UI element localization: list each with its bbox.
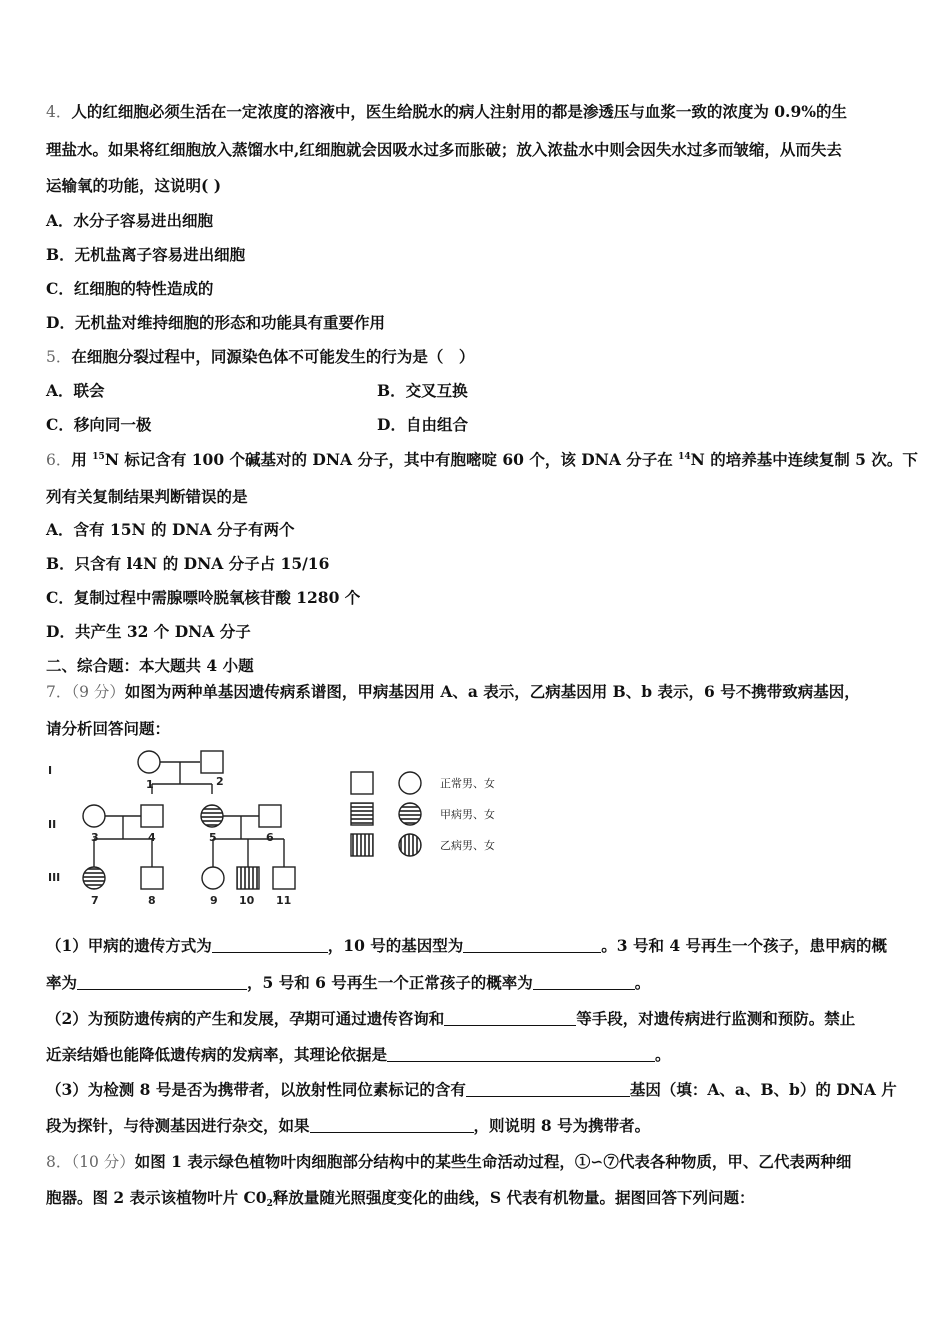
blank-6[interactable] xyxy=(387,1046,655,1062)
q4-line3: 运输氧的功能，这说明( ) xyxy=(46,176,222,195)
q7-sub3-text-c: 段为探针，与待测基因进行杂交，如果 xyxy=(46,1116,310,1135)
q5-option-a: A．联会 xyxy=(46,381,105,400)
blank-2[interactable] xyxy=(463,937,601,953)
q8-score: （10 分） xyxy=(71,1153,135,1171)
legend-normal-male xyxy=(351,772,373,794)
individual-10 xyxy=(237,867,259,889)
q5-stem xyxy=(46,347,474,367)
q7-sub3-line2 xyxy=(46,1116,650,1136)
num-2: 2 xyxy=(216,775,224,788)
q8-text-a: 胞器。图 2 表示该植物叶片 C0 xyxy=(46,1188,267,1207)
q5-number: 5． xyxy=(46,348,72,366)
q7-number: 7． xyxy=(46,683,72,701)
num-5: 5 xyxy=(209,831,217,844)
gen-label-1: I xyxy=(48,764,53,777)
legend-normal-female xyxy=(399,772,421,794)
individual-4 xyxy=(141,805,163,827)
q7-line2: 请分析回答问题： xyxy=(46,719,171,738)
num-9: 9 xyxy=(210,894,218,907)
q8-subscript: 2 xyxy=(266,1199,273,1209)
q7-sub2-line2 xyxy=(46,1045,671,1065)
q5-option-c: C．移向同一极 xyxy=(46,415,152,434)
q6-line2: 列有关复制结果判断错误的是 xyxy=(46,487,248,506)
q6-text-3: N 的培养基中连续复制 5 次。下 xyxy=(690,450,918,469)
q7-sub2-text-a: （2）为预防遗传病的产生和发展，孕期可通过遗传咨询和 xyxy=(46,1009,445,1028)
num-8: 8 xyxy=(148,894,156,907)
q4-line1 xyxy=(46,102,847,122)
gen-label-2: II xyxy=(48,818,57,831)
q7-sub3-text-b: 基因（填：A、a、B、b）的 DNA 片 xyxy=(629,1080,897,1099)
q7-sub2-text-c: 近亲结婚也能降低遗传病的发病率，其理论依据是 xyxy=(46,1045,388,1064)
blank-8[interactable] xyxy=(310,1117,474,1133)
legend-a-female xyxy=(399,803,421,825)
q4-line2: 理盐水。如果将红细胞放入蒸馏水中,红细胞就会因吸水过多而胀破；放入浓盐水中则会因失水过多而皱缩，从而失去 xyxy=(46,140,842,159)
q6-option-d: D．共产生 32 个 DNA 分子 xyxy=(46,622,251,641)
q8-line1 xyxy=(46,1152,851,1172)
section-heading: 二、综合题：本大题共 4 小题 xyxy=(46,656,254,675)
q7-sub1-text-e: ，5 号和 6 号再生一个正常孩子的概率为 xyxy=(247,973,533,992)
q4-stem-1: 人的红细胞必须生活在一定浓度的溶液中，医生给脱水的病人注射用的都是渗透压与血浆一致的浓度为 0.9%的生 xyxy=(71,102,847,121)
q7-sub1-text-f: 。 xyxy=(634,973,651,992)
num-7: 7 xyxy=(91,894,99,907)
blank-3[interactable] xyxy=(77,974,247,990)
q6-option-b: B．只含有 l4N 的 DNA 分子占 15/16 xyxy=(46,554,330,573)
num-3: 3 xyxy=(91,831,99,844)
q8-stem-1: 如图 1 表示绿色植物叶肉细胞部分结构中的某些生命活动过程，①∽⑦代表各种物质，甲、乙代表两种细 xyxy=(134,1152,852,1171)
legend-b-male xyxy=(351,834,373,856)
individual-8 xyxy=(141,867,163,889)
q4-option-c: C．红细胞的特性造成的 xyxy=(46,279,214,298)
q6-number: 6． xyxy=(46,451,72,469)
q7-sub2-line1 xyxy=(46,1009,855,1029)
gen-label-3: III xyxy=(48,871,61,884)
num-6: 6 xyxy=(266,831,274,844)
q8-text-b: 释放量随光照强度变化的曲线，S 代表有机物量。据图回答下列问题： xyxy=(272,1188,755,1207)
q7-sub1-text-a: （1）甲病的遗传方式为 xyxy=(46,936,212,955)
pedigree-legend xyxy=(344,766,524,866)
q7-sub1-line1 xyxy=(46,936,887,956)
individual-6 xyxy=(259,805,281,827)
q6-sup-14: 14 xyxy=(678,452,691,462)
individual-5 xyxy=(201,805,223,827)
blank-4[interactable] xyxy=(533,974,635,990)
legend-label-b: 乙病男、女 xyxy=(440,839,495,852)
q7-sub3-line1 xyxy=(46,1080,897,1100)
individual-2 xyxy=(201,751,223,773)
legend-b-female xyxy=(399,834,421,856)
q4-option-b: B．无机盐离子容易进出细胞 xyxy=(46,245,246,264)
num-11: 11 xyxy=(276,894,292,907)
legend-label-normal: 正常男、女 xyxy=(440,777,495,790)
q7-sub3-text-a: （3）为检测 8 号是否为携带者，以放射性同位素标记的含有 xyxy=(46,1080,466,1099)
q6-option-c: C．复制过程中需腺嘌呤脱氧核苷酸 1280 个 xyxy=(46,588,361,607)
q6-option-a: A．含有 15N 的 DNA 分子有两个 xyxy=(46,520,295,539)
individual-11 xyxy=(273,867,295,889)
q5-option-d: D．自由组合 xyxy=(377,415,468,434)
q6-text-1: 用 xyxy=(71,450,93,469)
q7-sub2-text-d: 。 xyxy=(655,1045,671,1064)
q6-line1 xyxy=(46,450,918,470)
q4-number: 4． xyxy=(46,103,72,121)
blank-1[interactable] xyxy=(212,937,328,953)
q7-sub1-line2 xyxy=(46,973,650,993)
q7-line1 xyxy=(46,682,860,702)
q8-line2 xyxy=(46,1188,754,1208)
pedigree-chart xyxy=(40,748,320,913)
q7-sub1-text-d: 率为 xyxy=(46,973,78,992)
individual-1 xyxy=(138,751,160,773)
individual-3 xyxy=(83,805,105,827)
q4-option-d: D．无机盐对维持细胞的形态和功能具有重要作用 xyxy=(46,313,385,332)
num-4: 4 xyxy=(148,831,156,844)
num-1: 1 xyxy=(146,778,154,791)
individual-9 xyxy=(202,867,224,889)
blank-7[interactable] xyxy=(466,1081,630,1097)
q7-sub1-text-b: ，10 号的基因型为 xyxy=(327,936,464,955)
q5-option-b: B．交叉互换 xyxy=(377,381,468,400)
q4-option-a: A．水分子容易进出细胞 xyxy=(46,211,214,230)
num-10: 10 xyxy=(239,894,255,907)
blank-5[interactable] xyxy=(444,1010,576,1026)
q6-sup-15: 15 xyxy=(92,452,105,462)
q8-number: 8． xyxy=(46,1153,72,1171)
q7-stem-1: 如图为两种单基因遗传病系谱图，甲病基因用 A、a 表示，乙病基因用 B、b 表示，6 号不携带致病基因， xyxy=(124,682,860,701)
q7-score: （9 分） xyxy=(71,683,125,701)
q7-sub2-text-b: 等手段，对遗传病进行监测和预防。禁止 xyxy=(576,1009,856,1028)
q7-sub3-text-d: ，则说明 8 号为携带者。 xyxy=(473,1116,651,1135)
individual-7 xyxy=(83,867,105,889)
legend-a-male xyxy=(351,803,373,825)
q7-sub1-text-c: 。3 号和 4 号再生一个孩子，患甲病的概 xyxy=(601,936,888,955)
legend-label-a: 甲病男、女 xyxy=(440,808,495,821)
q6-text-2: N 标记含有 100 个碱基对的 DNA 分子，其中有胞嘧啶 60 个，该 DNA 分子在 xyxy=(104,450,679,469)
q5-stem-text: 在细胞分裂过程中，同源染色体不可能发生的行为是（ ） xyxy=(71,347,475,366)
